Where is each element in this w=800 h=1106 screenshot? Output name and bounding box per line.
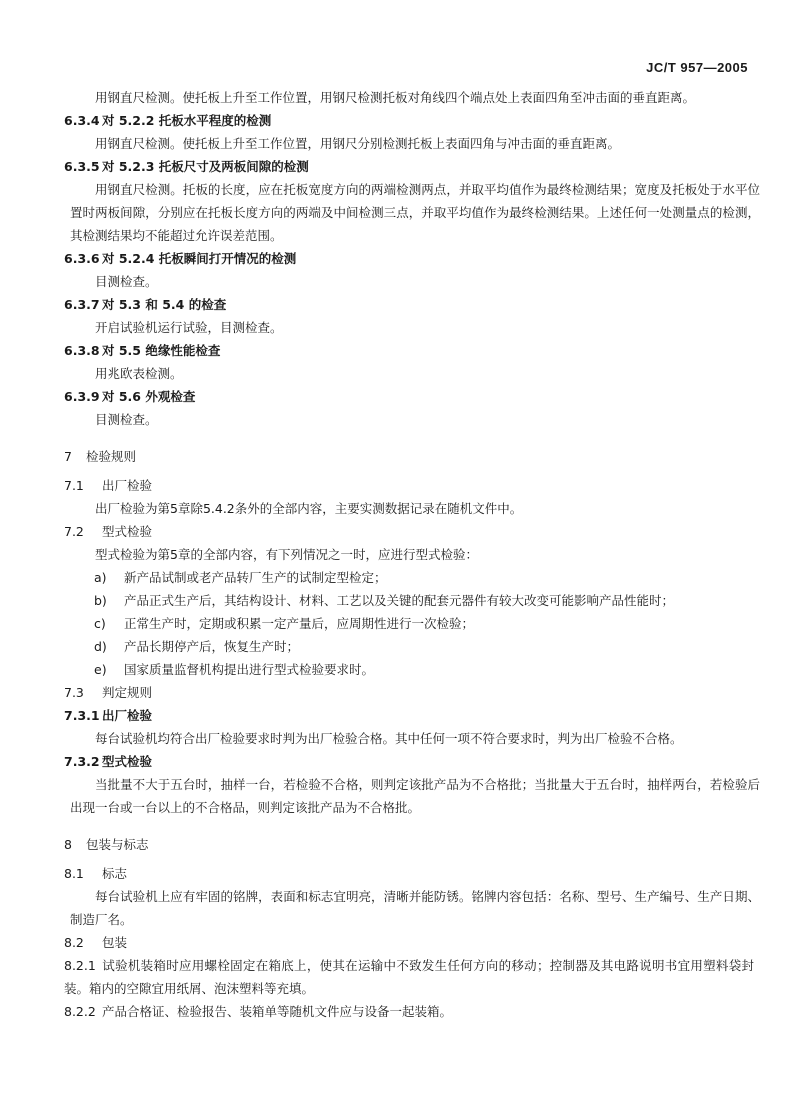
list-marker: e)	[94, 662, 107, 677]
chapter-title: 包装与标志	[86, 837, 149, 852]
document-body	[64, 86, 760, 1023]
numbered-paragraph-8-2-1	[64, 954, 754, 1000]
section-number: 6.3.4	[64, 113, 100, 128]
list-marker: a)	[94, 570, 107, 585]
chapter-heading-8	[64, 833, 754, 856]
standard-number: JC/T 957—2005	[646, 60, 748, 75]
paragraph: 目测检查。	[95, 274, 158, 289]
section-number: 7.2	[64, 524, 84, 539]
list-item	[70, 566, 760, 589]
section-heading-6-3-7	[64, 293, 754, 316]
section-title: 对 5.2.3 托板尺寸及两板间隙的检测	[102, 159, 309, 174]
paragraph: 每台试验机上应有牢固的铭牌，表面和标志宜明亮，清晰并能防锈。铭牌内容包括：名称、型号、生产编号、生产日期、制造厂名。	[70, 889, 760, 927]
list-marker: c)	[94, 616, 106, 631]
paragraph: 型式检验为第5章的全部内容，有下列情况之一时，应进行型式检验：	[95, 547, 478, 562]
section-number: 7.3	[64, 685, 84, 700]
paragraph: 目测检查。	[95, 412, 158, 427]
paragraph: 出厂检验为第5章除5.4.2条外的全部内容，主要实测数据记录在随机文件中。	[95, 501, 523, 516]
section-title: 出厂检验	[102, 478, 153, 493]
section-heading-7-3-2	[64, 750, 754, 773]
numbered-paragraph-8-2-2	[64, 1000, 754, 1023]
section-title: 判定规则	[102, 685, 153, 700]
paragraph: 用兆欧表检测。	[95, 366, 183, 381]
paragraph: 用钢直尺检测。托板的长度，应在托板宽度方向的两端检测两点，并取平均值作为最终检测结果；宽度及托板处于水平位置时两板间隙，分别应在托板长度方向的两端及中间检测三点，并取平均值作为最终检测结果。上述任何一处测量点的检测，其检测结果均不能超过允许误差范围。	[70, 182, 760, 243]
list-marker: d)	[94, 639, 107, 654]
paragraph: 用钢直尺检测。使托板上升至工作位置，用钢尺分别检测托板上表面四角与冲击面的垂直距离。	[95, 136, 621, 151]
section-number: 8.2.2	[64, 1004, 96, 1019]
paragraph: 开启试验机运行试验，目测检查。	[95, 320, 283, 335]
section-heading-6-3-4	[64, 109, 754, 132]
paragraph-text: 产品合格证、检验报告、装箱单等随机文件应与设备一起装箱。	[102, 1004, 453, 1019]
section-number: 6.3.7	[64, 297, 100, 312]
paragraph: 用钢直尺检测。使托板上升至工作位置，用钢尺检测托板对角线四个端点处上表面四角至冲击面的垂直距离。	[95, 90, 696, 105]
section-heading-7-2	[64, 520, 754, 543]
section-number: 6.3.9	[64, 389, 100, 404]
list-item-text: 正常生产时，定期或积累一定产量后，应周期性进行一次检验；	[124, 616, 475, 631]
paragraph: 每台试验机均符合出厂检验要求时判为出厂检验合格。其中任何一项不符合要求时，判为出厂检验不合格。	[95, 731, 683, 746]
section-number: 6.3.8	[64, 343, 100, 358]
section-heading-6-3-5	[64, 155, 754, 178]
list-item-text: 国家质量监督机构提出进行型式检验要求时。	[124, 662, 375, 677]
section-title: 型式检验	[102, 524, 153, 539]
list-item	[70, 635, 760, 658]
section-heading-6-3-8	[64, 339, 754, 362]
section-title: 包装	[102, 935, 128, 950]
section-title: 对 5.2.2 托板水平程度的检测	[102, 113, 272, 128]
chapter-heading-7	[64, 445, 754, 468]
section-number: 7.3.1	[64, 708, 100, 723]
section-title: 型式检验	[102, 754, 153, 769]
section-number: 8.2.1	[64, 958, 96, 973]
chapter-number: 8	[64, 837, 72, 852]
section-heading-6-3-6	[64, 247, 754, 270]
paragraph: 当批量不大于五台时，抽样一台，若检验不合格，则判定该批产品为不合格批；当批量大于五台时，抽样两台，若检验后出现一台或一台以上的不合格品，则判定该批产品为不合格批。	[70, 777, 760, 815]
section-title: 对 5.5 绝缘性能检查	[102, 343, 221, 358]
section-title: 出厂检验	[102, 708, 153, 723]
list-marker: b)	[94, 593, 107, 608]
chapter-number: 7	[64, 449, 72, 464]
section-heading-7-1	[64, 474, 754, 497]
section-heading-8-1	[64, 862, 754, 885]
section-number: 7.3.2	[64, 754, 100, 769]
list-item	[70, 658, 760, 681]
section-number: 8.2	[64, 935, 84, 950]
section-title: 对 5.6 外观检查	[102, 389, 196, 404]
section-title: 标志	[102, 866, 128, 881]
section-number: 8.1	[64, 866, 84, 881]
section-heading-6-3-9	[64, 385, 754, 408]
section-heading-7-3	[64, 681, 754, 704]
paragraph-text: 试验机装箱时应用螺栓固定在箱底上，使其在运输中不致发生任何方向的移动；控制器及其电路说明书宜用塑料袋封装。箱内的空隙宜用纸屑、泡沫塑料等充填。	[64, 958, 754, 996]
list-item	[70, 612, 760, 635]
section-number: 7.1	[64, 478, 84, 493]
list-item-text: 产品长期停产后，恢复生产时；	[124, 639, 300, 654]
chapter-title: 检验规则	[86, 449, 137, 464]
section-title: 对 5.3 和 5.4 的检查	[102, 297, 227, 312]
section-heading-8-2	[64, 931, 754, 954]
section-heading-7-3-1	[64, 704, 754, 727]
list-item-text: 产品正式生产后，其结构设计、材料、工艺以及关键的配套元器件有较大改变可能影响产品性能时；	[124, 593, 675, 608]
list-item-text: 新产品试制或老产品转厂生产的试制定型检定；	[124, 570, 387, 585]
section-number: 6.3.6	[64, 251, 100, 266]
list-item	[70, 589, 760, 612]
section-number: 6.3.5	[64, 159, 100, 174]
section-title: 对 5.2.4 托板瞬间打开情况的检测	[102, 251, 297, 266]
